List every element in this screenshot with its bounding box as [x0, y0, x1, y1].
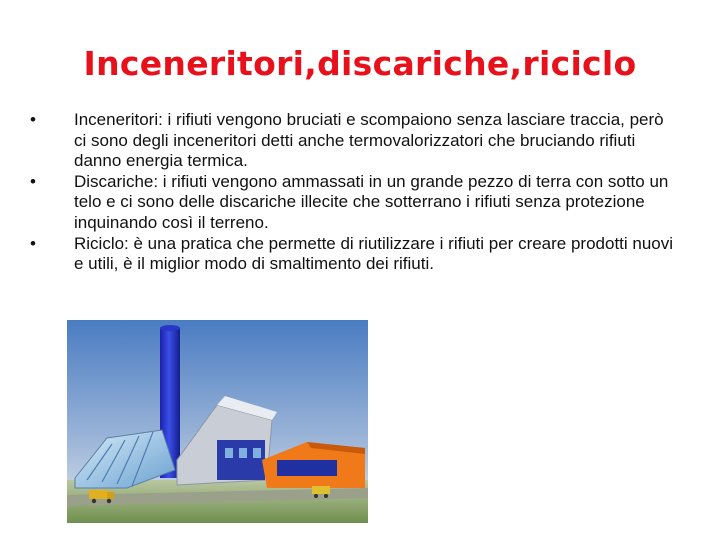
bullet-text: Discariche: i rifiuti vengono ammassati in un grande pezzo di terra con sotto un telo e ci sono delle discariche illecite che sotterrano i rifiuti senza protezione inquinando così il terreno. — [74, 171, 669, 232]
bullet-list — [30, 110, 680, 275]
bullet-text: Inceneritori: i rifiuti vengono bruciati e scompaiono senza lasciare traccia, però ci sono degli inceneritori detti anche termovalorizzatori che bruciando rifiuti danno energia termica. — [74, 110, 664, 171]
bullet-text: Riciclo: è una pratica che permette di riutilizzare i rifiuti per creare prodotti nuovi e utili, è il miglior modo di smaltimento dei rifiuti. — [74, 233, 674, 274]
bullet-item-riciclo — [30, 234, 680, 275]
bullet-item-discariche — [30, 172, 680, 234]
bullet-marker: • — [30, 110, 36, 129]
incinerator-plant-image — [67, 320, 368, 523]
bullet-marker: • — [30, 171, 36, 191]
bullet-marker: • — [30, 233, 36, 253]
slide-title: Inceneritori,discariche,riciclo — [83, 44, 637, 83]
bullet-item-inceneritori — [30, 110, 680, 172]
incinerator-plant-illustration — [67, 320, 368, 523]
